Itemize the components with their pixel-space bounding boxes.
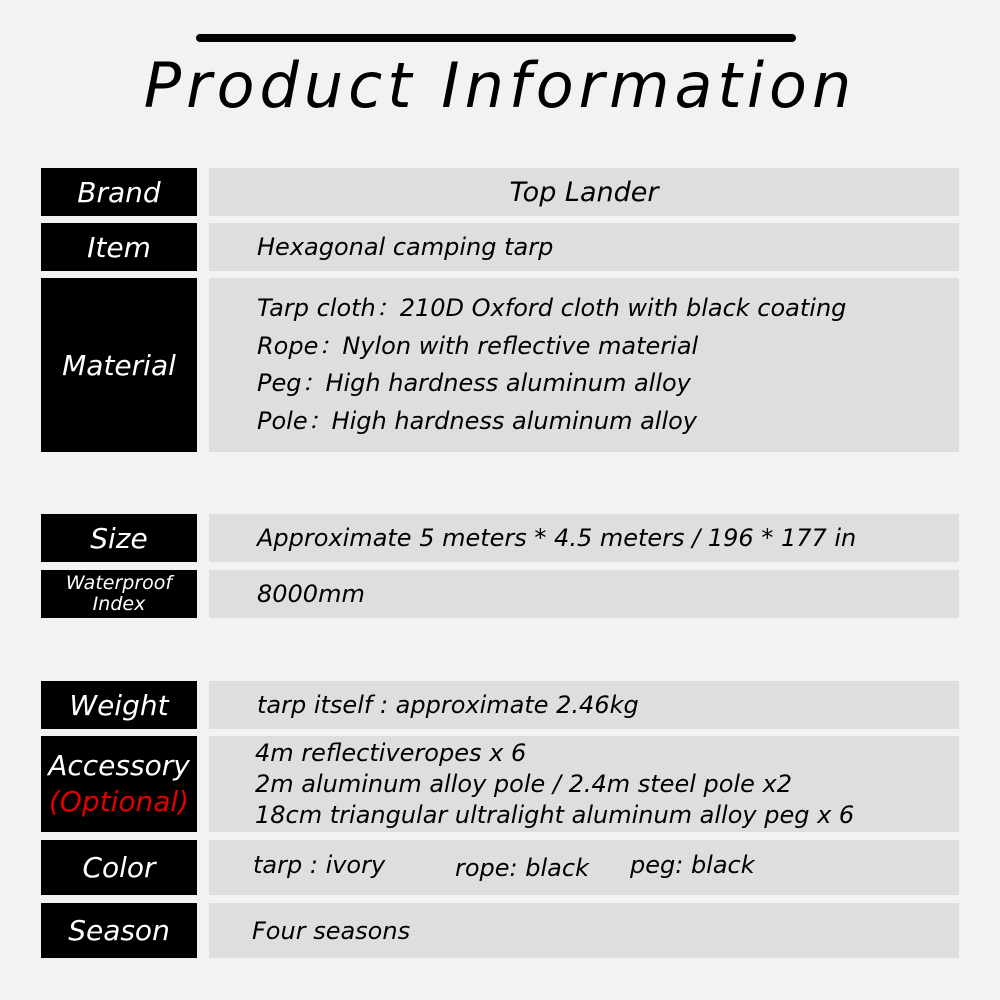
season-label: Season — [41, 903, 197, 958]
waterproof-label — [41, 570, 197, 618]
material-label: Material — [41, 278, 197, 452]
material-line-pole: Pole：High hardness aluminum alloy — [257, 406, 698, 435]
accessory-label-text: Accessory — [48, 749, 190, 782]
color-tarp: tarp : ivory — [253, 850, 386, 879]
material-line-rope: Rope：Nylon with reflective material — [257, 331, 699, 360]
brand-label: Brand — [41, 168, 197, 216]
size-value: Approximate 5 meters * 4.5 meters / 196 * 177 in — [209, 514, 959, 562]
weight-label: Weight — [41, 681, 197, 729]
color-label: Color — [41, 840, 197, 895]
page-title: Product Information — [143, 49, 857, 122]
material-line-tarp-cloth: Tarp cloth：210D Oxford cloth with black coating — [257, 294, 847, 322]
waterproof-value: 8000mm — [209, 570, 959, 618]
size-label: Size — [41, 514, 197, 562]
weight-value: tarp itself : approximate 2.46kg — [209, 681, 959, 729]
waterproof-label-line1: Waterproof — [65, 572, 173, 594]
brand-value: Top Lander — [209, 168, 959, 216]
item-label: Item — [41, 223, 197, 271]
waterproof-label-line2: Index — [92, 593, 146, 615]
accessory-label — [41, 736, 197, 832]
accessory-line-pole: 2m aluminum alloy pole / 2.4m steel pole x2 — [255, 769, 792, 798]
color-peg: peg: black — [630, 850, 755, 879]
accessory-line-ropes: 4m reflectiveropes x 6 — [255, 738, 527, 767]
accessory-optional-label: (Optional) — [48, 785, 190, 818]
color-value — [209, 840, 959, 895]
material-line-peg: Peg：High hardness aluminum alloy — [257, 369, 691, 397]
item-value: Hexagonal camping tarp — [209, 223, 959, 271]
color-rope: rope: black — [455, 853, 589, 882]
top-divider — [196, 34, 796, 42]
accessory-value — [209, 736, 959, 832]
material-value — [209, 278, 959, 452]
accessory-line-peg: 18cm triangular ultralight aluminum alloy peg x 6 — [255, 800, 855, 829]
color-row — [209, 848, 959, 888]
season-value: Four seasons — [209, 903, 959, 958]
